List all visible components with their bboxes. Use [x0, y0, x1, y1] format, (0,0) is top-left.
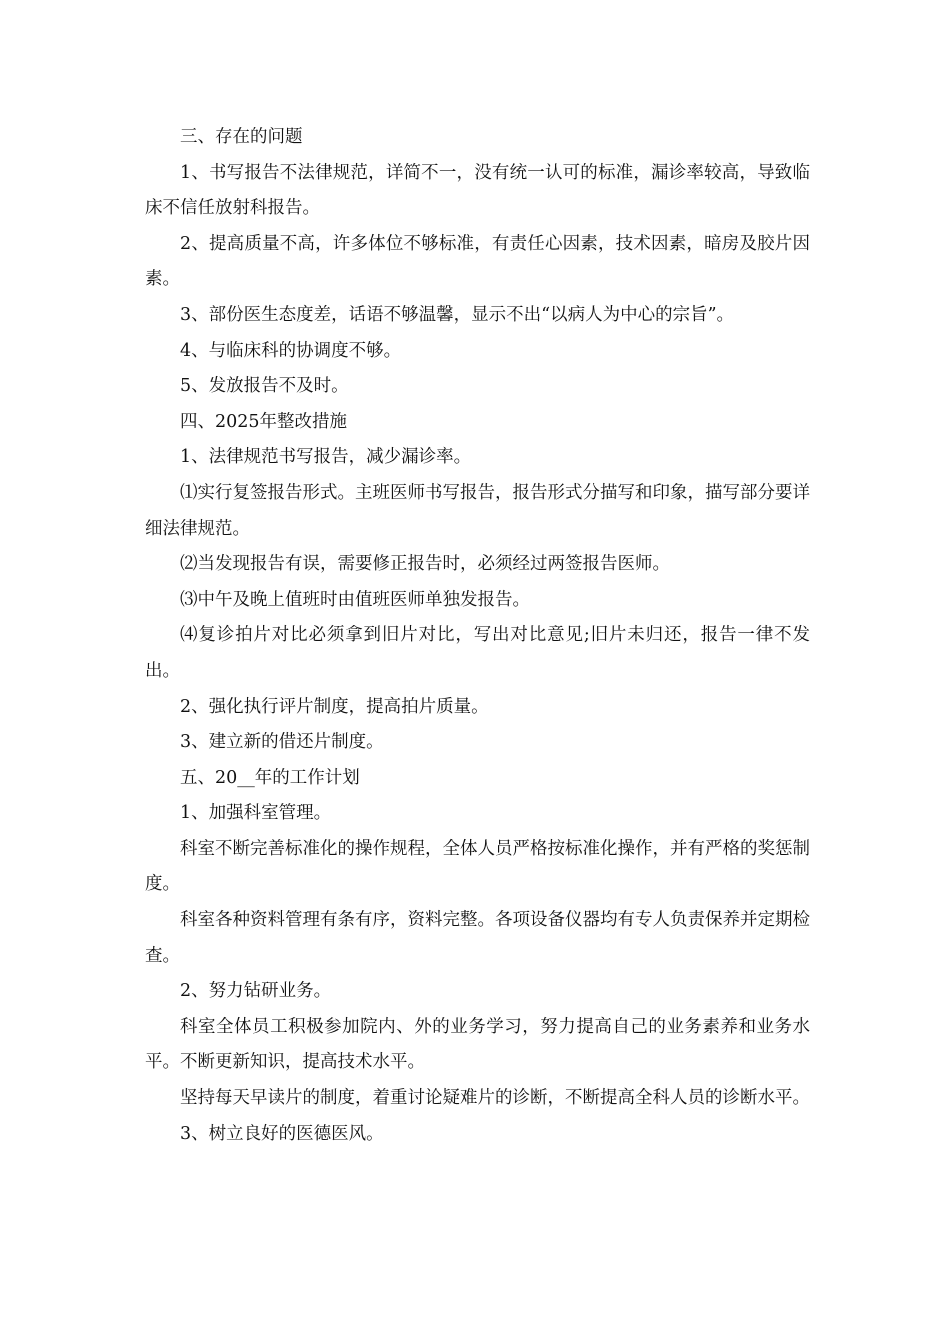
measure-subitem-3: ⑶中午及晚上值班时由值班医师单独发报告。 [180, 589, 530, 610]
measure-item-2: 2、强化执行评片制度，提高拍片质量。 [180, 696, 489, 717]
plan-paragraph-4: 坚持每天早读片的制度，着重讨论疑难片的诊断，不断提高全科人员的诊断水平。 [180, 1088, 810, 1109]
section-heading-measures: 四、2025年整改措施 [180, 411, 348, 432]
measure-subitem-2: ⑵当发现报告有误，需要修正报告时，必须经过两签报告医师。 [180, 554, 670, 575]
problem-item-2: 2、提高质量不高，许多体位不够标准，有责任心因素，技术因素，暗房及胶片因素。 [145, 233, 810, 290]
problem-item-5: 5、发放报告不及时。 [180, 376, 349, 397]
plan-paragraph-3: 科室全体员工积极参加院内、外的业务学习，努力提高自己的业务素养和业务水平。不断更新知识，提高技术水平。 [145, 1016, 810, 1073]
measure-item-3: 3、建立新的借还片制度。 [180, 732, 384, 753]
problem-item-3: 3、部份医生态度差，话语不够温馨，显示不出“以病人为中心的宗旨”。 [180, 304, 735, 325]
problem-item-1: 1、书写报告不法律规范，详简不一，没有统一认可的标准，漏诊率较高，导致临床不信任放射科报告。 [145, 162, 810, 219]
document-body [145, 120, 810, 1152]
plan-paragraph-2: 科室各种资料管理有条有序，资料完整。各项设备仪器均有专人负责保养并定期检查。 [145, 910, 810, 966]
plan-item-3: 3、树立良好的医德医风。 [180, 1123, 384, 1144]
measure-item-1: 1、法律规范书写报告，减少漏诊率。 [180, 447, 472, 468]
section-heading-plan: 五、20__年的工作计划 [180, 767, 360, 788]
plan-item-1: 1、加强科室管理。 [180, 803, 332, 824]
problem-item-4: 4、与临床科的协调度不够。 [180, 340, 402, 361]
plan-item-2: 2、努力钻研业务。 [180, 981, 332, 1002]
measure-subitem-4: ⑷复诊拍片对比必须拿到旧片对比，写出对比意见;旧片未归还，报告一律不发出。 [145, 625, 810, 681]
measure-subitem-1: ⑴实行复签报告形式。主班医师书写报告，报告形式分描写和印象，描写部分要详细法律规范。 [145, 482, 810, 539]
plan-paragraph-1: 科室不断完善标准化的操作规程，全体人员严格按标准化操作，并有严格的奖惩制度。 [145, 838, 810, 895]
section-heading-problems: 三、存在的问题 [180, 127, 303, 147]
